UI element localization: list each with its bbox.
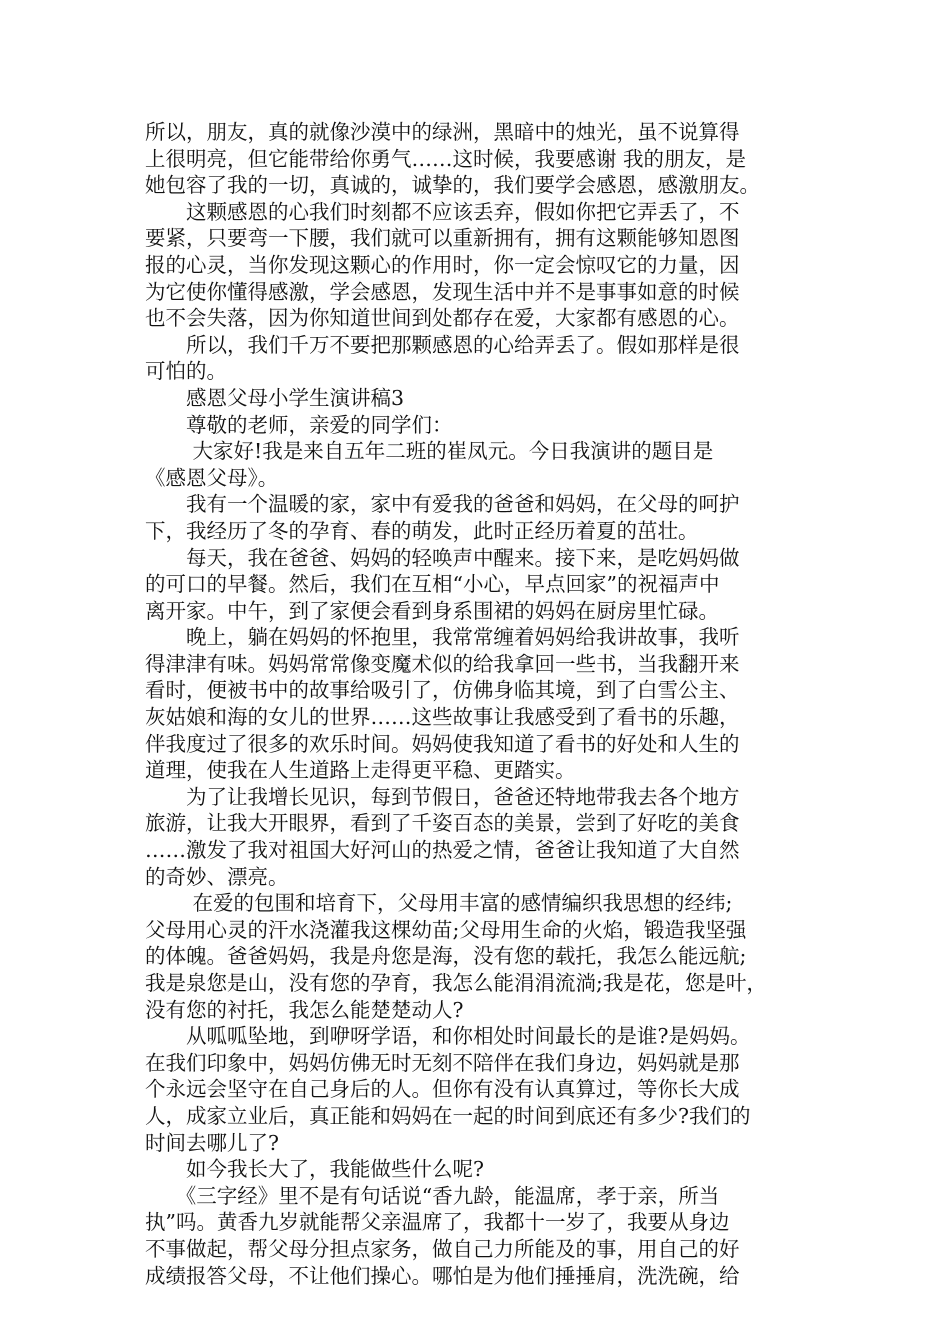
text-line: 为它使你懂得感激，学会感恩，发现生活中并不是事事如意的时候	[145, 279, 740, 304]
text-line: 我是泉您是山，没有您的孕育，我怎么能涓涓流淌;我是花，您是叶，	[145, 971, 767, 995]
text-line: 《感恩父母》。	[145, 465, 279, 490]
document-body	[145, 119, 815, 1289]
text-line: 在我们印象中，妈妈仿佛无时无刻不陪伴在我们身边，妈妈就是那	[145, 1050, 740, 1075]
text-line: 没有您的衬托，我怎么能楚楚动人?	[145, 997, 464, 1022]
text-line: 《三字经》里不是有句话说“香九龄，能温席，孝于亲，所当	[145, 1183, 720, 1208]
text-line: 这颗感恩的心我们时刻都不应该丢弃，假如你把它弄丢了，不	[145, 199, 740, 224]
text-line: 每天，我在爸爸、妈妈的轻唤声中醒来。接下来，是吃妈妈做	[145, 545, 740, 570]
text-line: 道理，使我在人生道路上走得更平稳、更踏实。	[145, 758, 576, 783]
text-line: 要紧，只要弯一下腰，我们就可以重新拥有，拥有这颗能够知恩图	[145, 226, 740, 251]
text-line: 所以，我们千万不要把那颗感恩的心给弄丢了。假如那样是很	[145, 332, 740, 357]
text-line: 伴我度过了很多的欢乐时间。妈妈使我知道了看书的好处和人生的	[145, 731, 740, 756]
text-line: 看时，便被书中的故事给吸引了，仿佛身临其境，到了白雪公主、	[145, 678, 740, 703]
text-line: 下，我经历了冬的孕育、春的萌发，此时正经历着夏的茁壮。	[145, 518, 699, 543]
text-line: 所以，朋友，真的就像沙漠中的绿洲，黑暗中的烛光，虽不说算得	[145, 120, 740, 144]
text-line: 晚上，躺在妈妈的怀抱里，我常常缠着妈妈给我讲故事，我听	[145, 625, 740, 650]
text-line: 可怕的。	[145, 359, 227, 384]
text-line: 大家好!我是来自五年二班的崔凤元。今日我演讲的题目是	[145, 439, 714, 464]
text-line: 旅游，让我大开眼界，看到了千姿百态的美景，尝到了好吃的美食	[145, 811, 740, 836]
text-line: 尊敬的老师，亲爱的同学们：	[145, 412, 453, 437]
text-line: 得津津有味。妈妈常常像变魔术似的给我拿回一些书，当我翻开来	[145, 651, 740, 676]
text-line: 在爱的包围和培育下，父母用丰富的感情编织我思想的经纬;	[145, 891, 733, 916]
text-line: 为了让我增长见识，每到节假日，爸爸还特地带我去各个地方	[145, 784, 740, 809]
text-line: 从呱呱坠地，到咿呀学语，和你相处时间最长的是谁?是妈妈。	[145, 1024, 751, 1049]
text-line: 报的心灵，当你发现这颗心的作用时，你一定会惊叹它的力量，因	[145, 252, 740, 277]
text-line: 时间去哪儿了?	[145, 1130, 279, 1155]
text-line: 如今我长大了，我能做些什么呢?	[145, 1157, 484, 1182]
text-line: 我有一个温暖的家，家中有爱我的爸爸和妈妈，在父母的呵护	[145, 492, 740, 517]
text-line: 灰姑娘和海的女儿的世界……这些故事让我感受到了看书的乐趣，	[145, 705, 740, 730]
text-line: 人，成家立业后，真正能和妈妈在一起的时间到底还有多少?我们的	[145, 1103, 751, 1128]
text-line: 感恩父母小学生演讲稿3	[145, 385, 405, 410]
text-line: 父母用心灵的汗水浇灌我这棵幼苗;父母用生命的火焰，锻造我坚强	[145, 917, 747, 942]
text-line: 个永远会坚守在自己身后的人。但你有没有认真算过，等你长大成	[145, 1077, 740, 1102]
text-line: 她包容了我的一切，真诚的，诚挚的，我们要学会感恩，感激朋友。	[145, 173, 760, 198]
text-line: 执”吗。黄香九岁就能帮父亲温席了，我都十一岁了，我要从身边	[145, 1210, 730, 1235]
text-line: ……激发了我对祖国大好河山的热爱之情，爸爸让我知道了大自然	[145, 838, 740, 863]
text-line: 的奇妙、漂亮。	[145, 864, 289, 889]
text-line: 离开家。中午，到了家便会看到身系围裙的妈妈在厨房里忙碌。	[145, 598, 719, 623]
text-line: 的可口的早餐。然后，我们在互相“小心，早点回家”的祝福声中	[145, 572, 720, 597]
text-line: 不事做起，帮父母分担点家务，做自己力所能及的事，用自己的好	[145, 1236, 740, 1261]
text-line: 的体魄。爸爸妈妈，我是舟您是海，没有您的载托，我怎么能远航;	[145, 944, 747, 969]
text-line: 也不会失落，因为你知道世间到处都存在爱，大家都有感恩的心。	[145, 306, 740, 331]
text-line: 成绩报答父母，不让他们操心。哪怕是为他们捶捶肩，洗洗碗，给	[145, 1263, 740, 1288]
text-line: 上很明亮，但它能带给你勇气……这时候，我要感谢 我的朋友，是	[145, 146, 747, 171]
